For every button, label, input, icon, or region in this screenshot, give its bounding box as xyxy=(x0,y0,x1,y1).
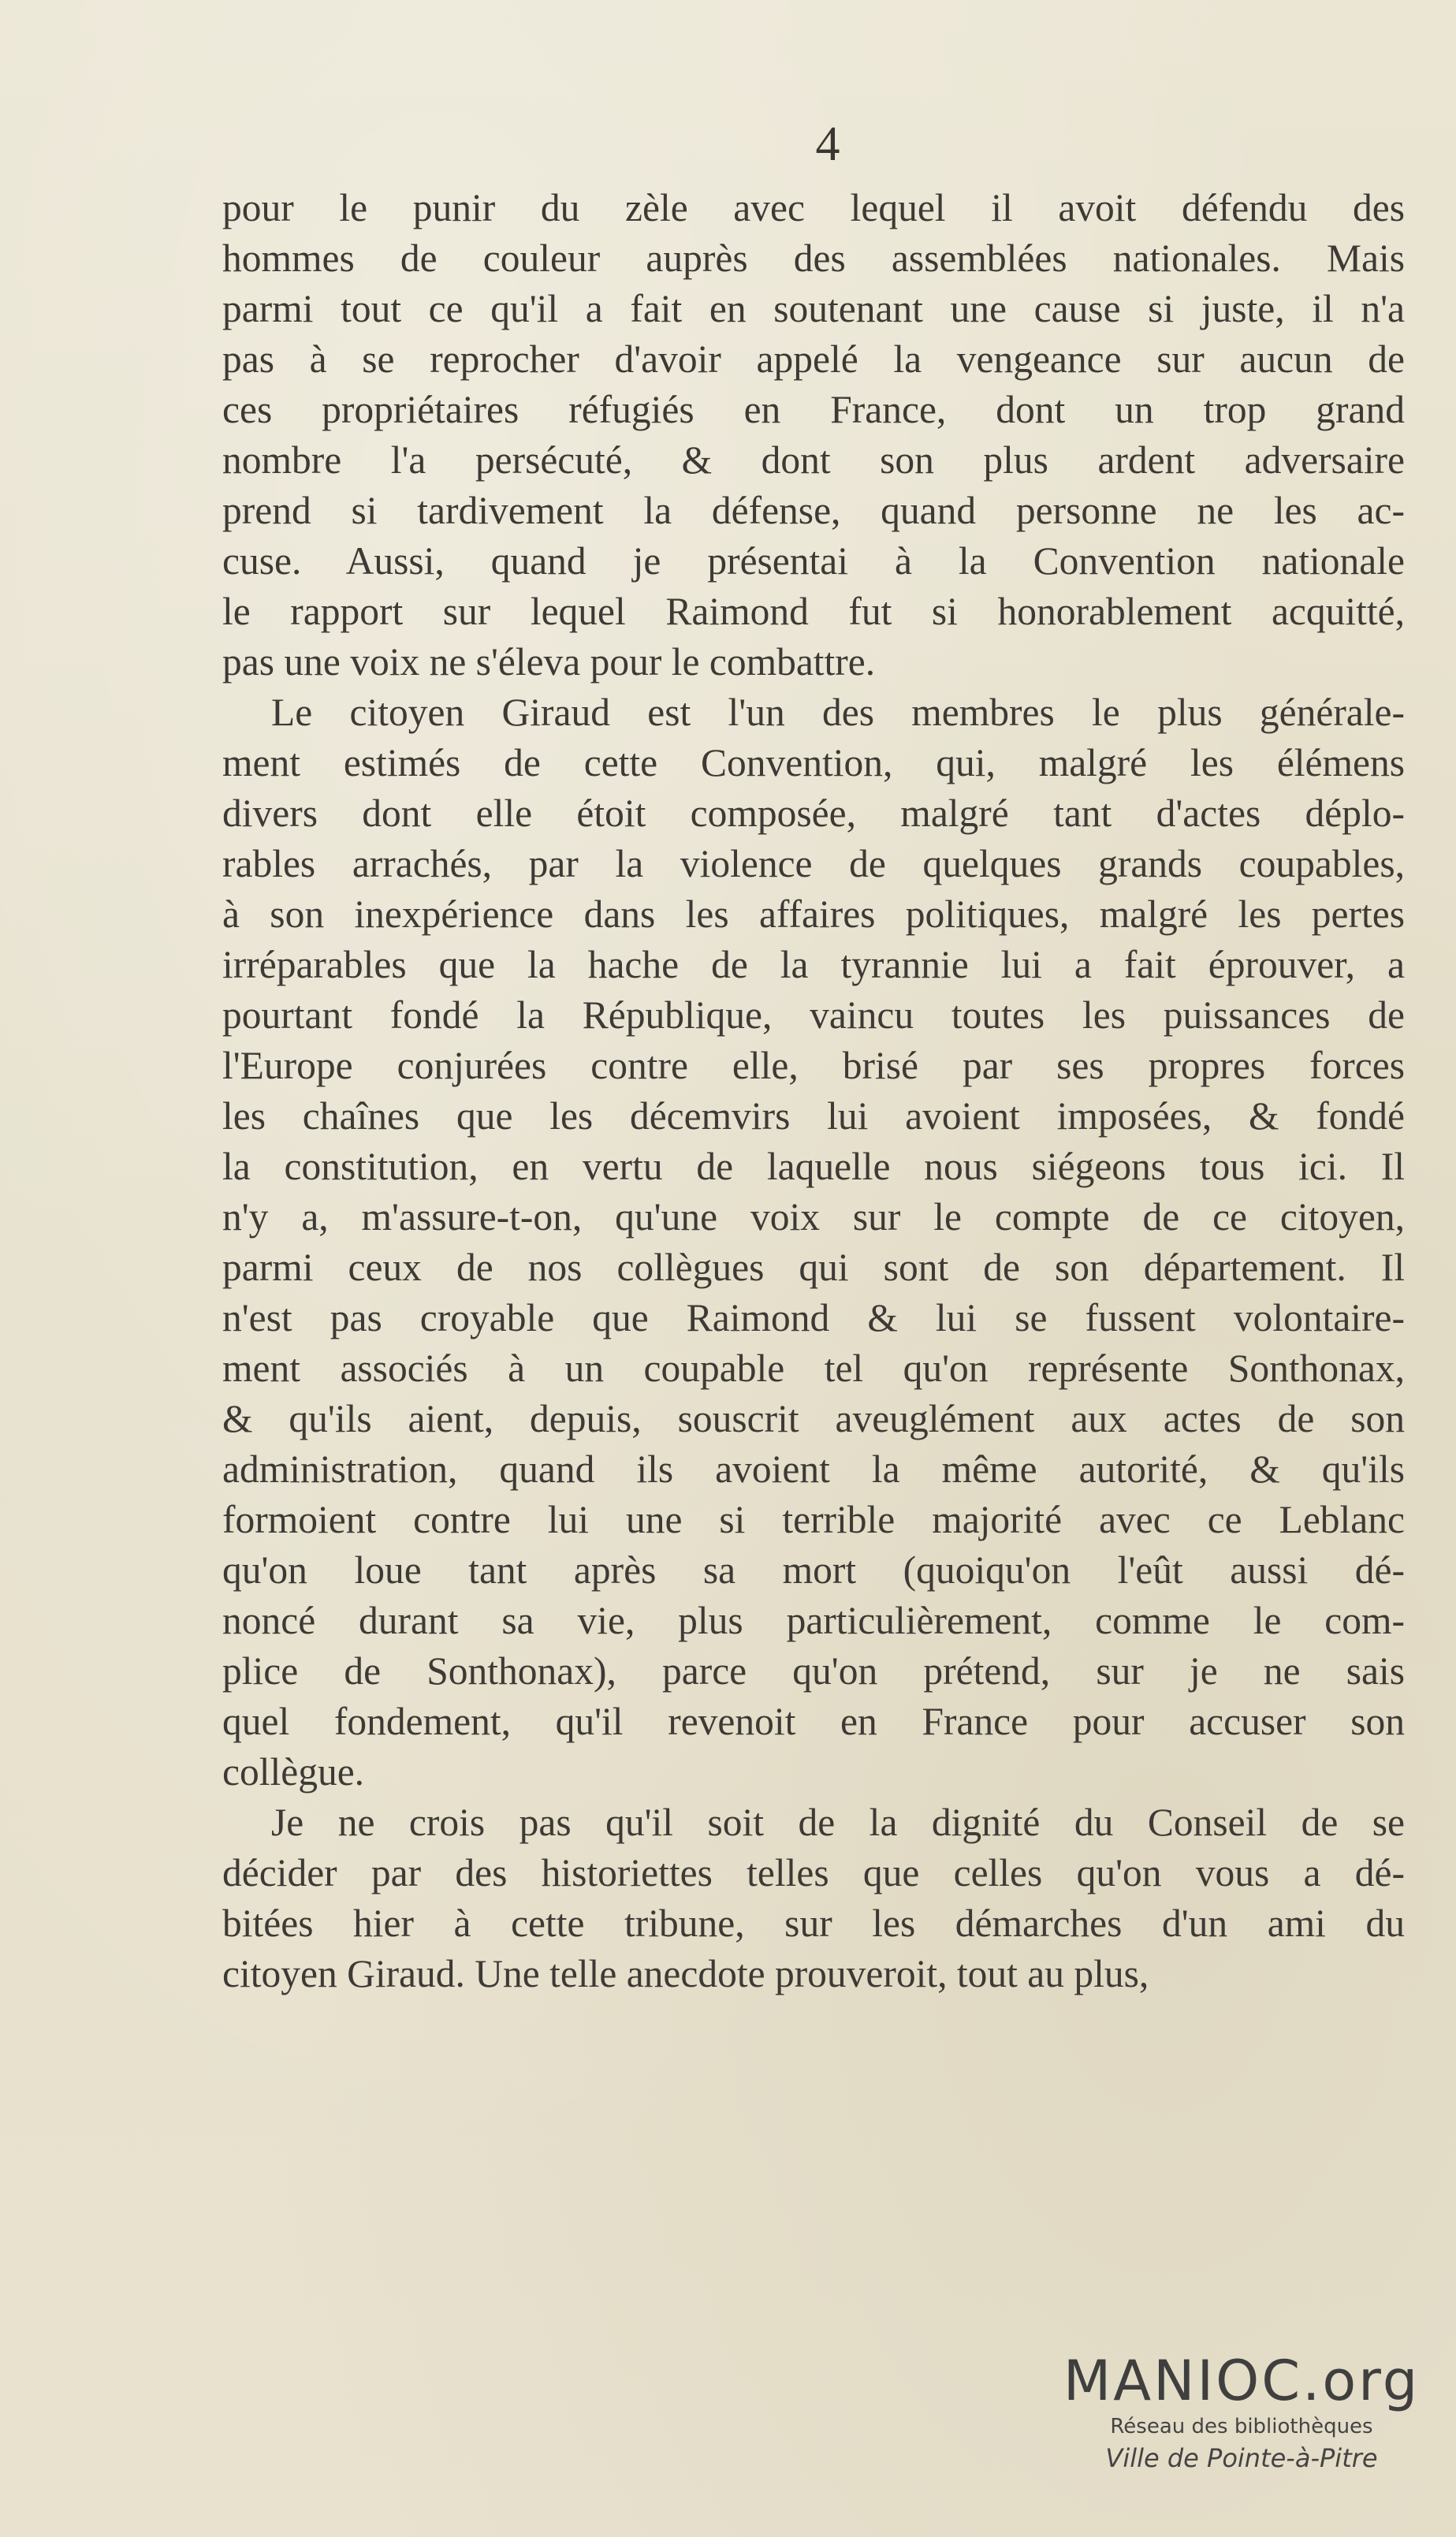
text-line: quel fondement, qu'il revenoit en France pour accuser son xyxy=(222,1700,1405,1743)
watermark-network-label: Réseau des bibliothèques xyxy=(1110,2415,1373,2438)
text-line: parmi tout ce qu'il a fait en soutenant une cause si juste, il n'a xyxy=(222,287,1405,330)
manioc-logo: MANIOC.org xyxy=(1063,2349,1421,2413)
text-line: n'est pas croyable que Raimond & lui se fussent volontaire- xyxy=(222,1296,1405,1339)
text-line: pas une voix ne s'éleva pour le combattre. xyxy=(222,640,876,684)
text-line: bitées hier à cette tribune, sur les démarches d'un ami du xyxy=(222,1902,1405,1945)
watermark-library-label: Ville de Pointe-à-Pitre xyxy=(1105,2443,1378,2473)
text-line: citoyen Giraud. Une telle anecdote prouveroit, tout au plus, xyxy=(222,1952,1149,1995)
text-line: le rapport sur lequel Raimond fut si honorablement acquitté, xyxy=(222,590,1405,633)
text-line: hommes de couleur auprès des assemblées nationales. Mais xyxy=(222,237,1405,280)
text-line: formoient contre lui une si terrible majorité avec ce Leblanc xyxy=(222,1498,1405,1541)
text-line: plice de Sonthonax), parce qu'on prétend, sur je ne sais xyxy=(222,1649,1405,1693)
text-line: n'y a, m'assure-t-on, qu'une voix sur le compte de ce citoyen, xyxy=(222,1195,1405,1239)
text-line: cuse. Aussi, quand je présentai à la Convention nationale xyxy=(222,539,1405,583)
text-line: à son inexpérience dans les affaires politiques, malgré les pertes xyxy=(222,892,1405,936)
text-line: qu'on loue tant après sa mort (quoiqu'on l'eût aussi dé- xyxy=(222,1548,1405,1592)
text-line: & qu'ils aient, depuis, souscrit aveuglément aux actes de son xyxy=(222,1397,1405,1440)
text-line: collègue. xyxy=(222,1750,365,1794)
text-line: ment associés à un coupable tel qu'on représente Sonthonax, xyxy=(222,1347,1405,1390)
text-line: noncé durant sa vie, plus particulièrement, comme le com- xyxy=(222,1599,1405,1642)
text-line: pourtant fondé la République, vaincu toutes les puissances de xyxy=(222,993,1405,1037)
text-line: pour le punir du zèle avec lequel il avoit défendu des xyxy=(222,186,1405,229)
text-line: nombre l'a persécuté, & dont son plus ardent adversaire xyxy=(222,438,1405,482)
text-line: irréparables que la hache de la tyrannie lui a fait éprouver, a xyxy=(222,943,1405,986)
text-line: divers dont elle étoit composée, malgré tant d'actes déplo- xyxy=(222,792,1405,835)
text-line: prend si tardivement la défense, quand personne ne les ac- xyxy=(222,489,1405,532)
manioc-watermark xyxy=(1048,2349,1435,2476)
text-line: ces propriétaires réfugiés en France, dont un trop grand xyxy=(222,388,1405,431)
text-line: l'Europe conjurées contre elle, brisé par ses propres forces xyxy=(222,1044,1405,1087)
body-text xyxy=(222,183,1405,1999)
text-line: parmi ceux de nos collègues qui sont de son département. Il xyxy=(222,1246,1405,1289)
text-line: la constitution, en vertu de laquelle nous siégeons tous ici. Il xyxy=(222,1145,1405,1188)
text-line: ment estimés de cette Convention, qui, malgré les élémens xyxy=(222,741,1405,784)
text-line: rables arrachés, par la violence de quelques grands coupables, xyxy=(222,842,1405,885)
text-line: les chaînes que les décemvirs lui avoient imposées, & fondé xyxy=(222,1094,1405,1138)
text-line: Je ne crois pas qu'il soit de la dignité du Conseil de se xyxy=(271,1801,1405,1844)
text-line: administration, quand ils avoient la même autorité, & qu'ils xyxy=(222,1447,1405,1491)
page-number: 4 xyxy=(815,117,840,171)
text-line: pas à se reprocher d'avoir appelé la vengeance sur aucun de xyxy=(222,337,1405,381)
text-line: décider par des historiettes telles que celles qu'on vous a dé- xyxy=(222,1851,1405,1894)
text-line: Le citoyen Giraud est l'un des membres le plus générale- xyxy=(271,691,1405,734)
